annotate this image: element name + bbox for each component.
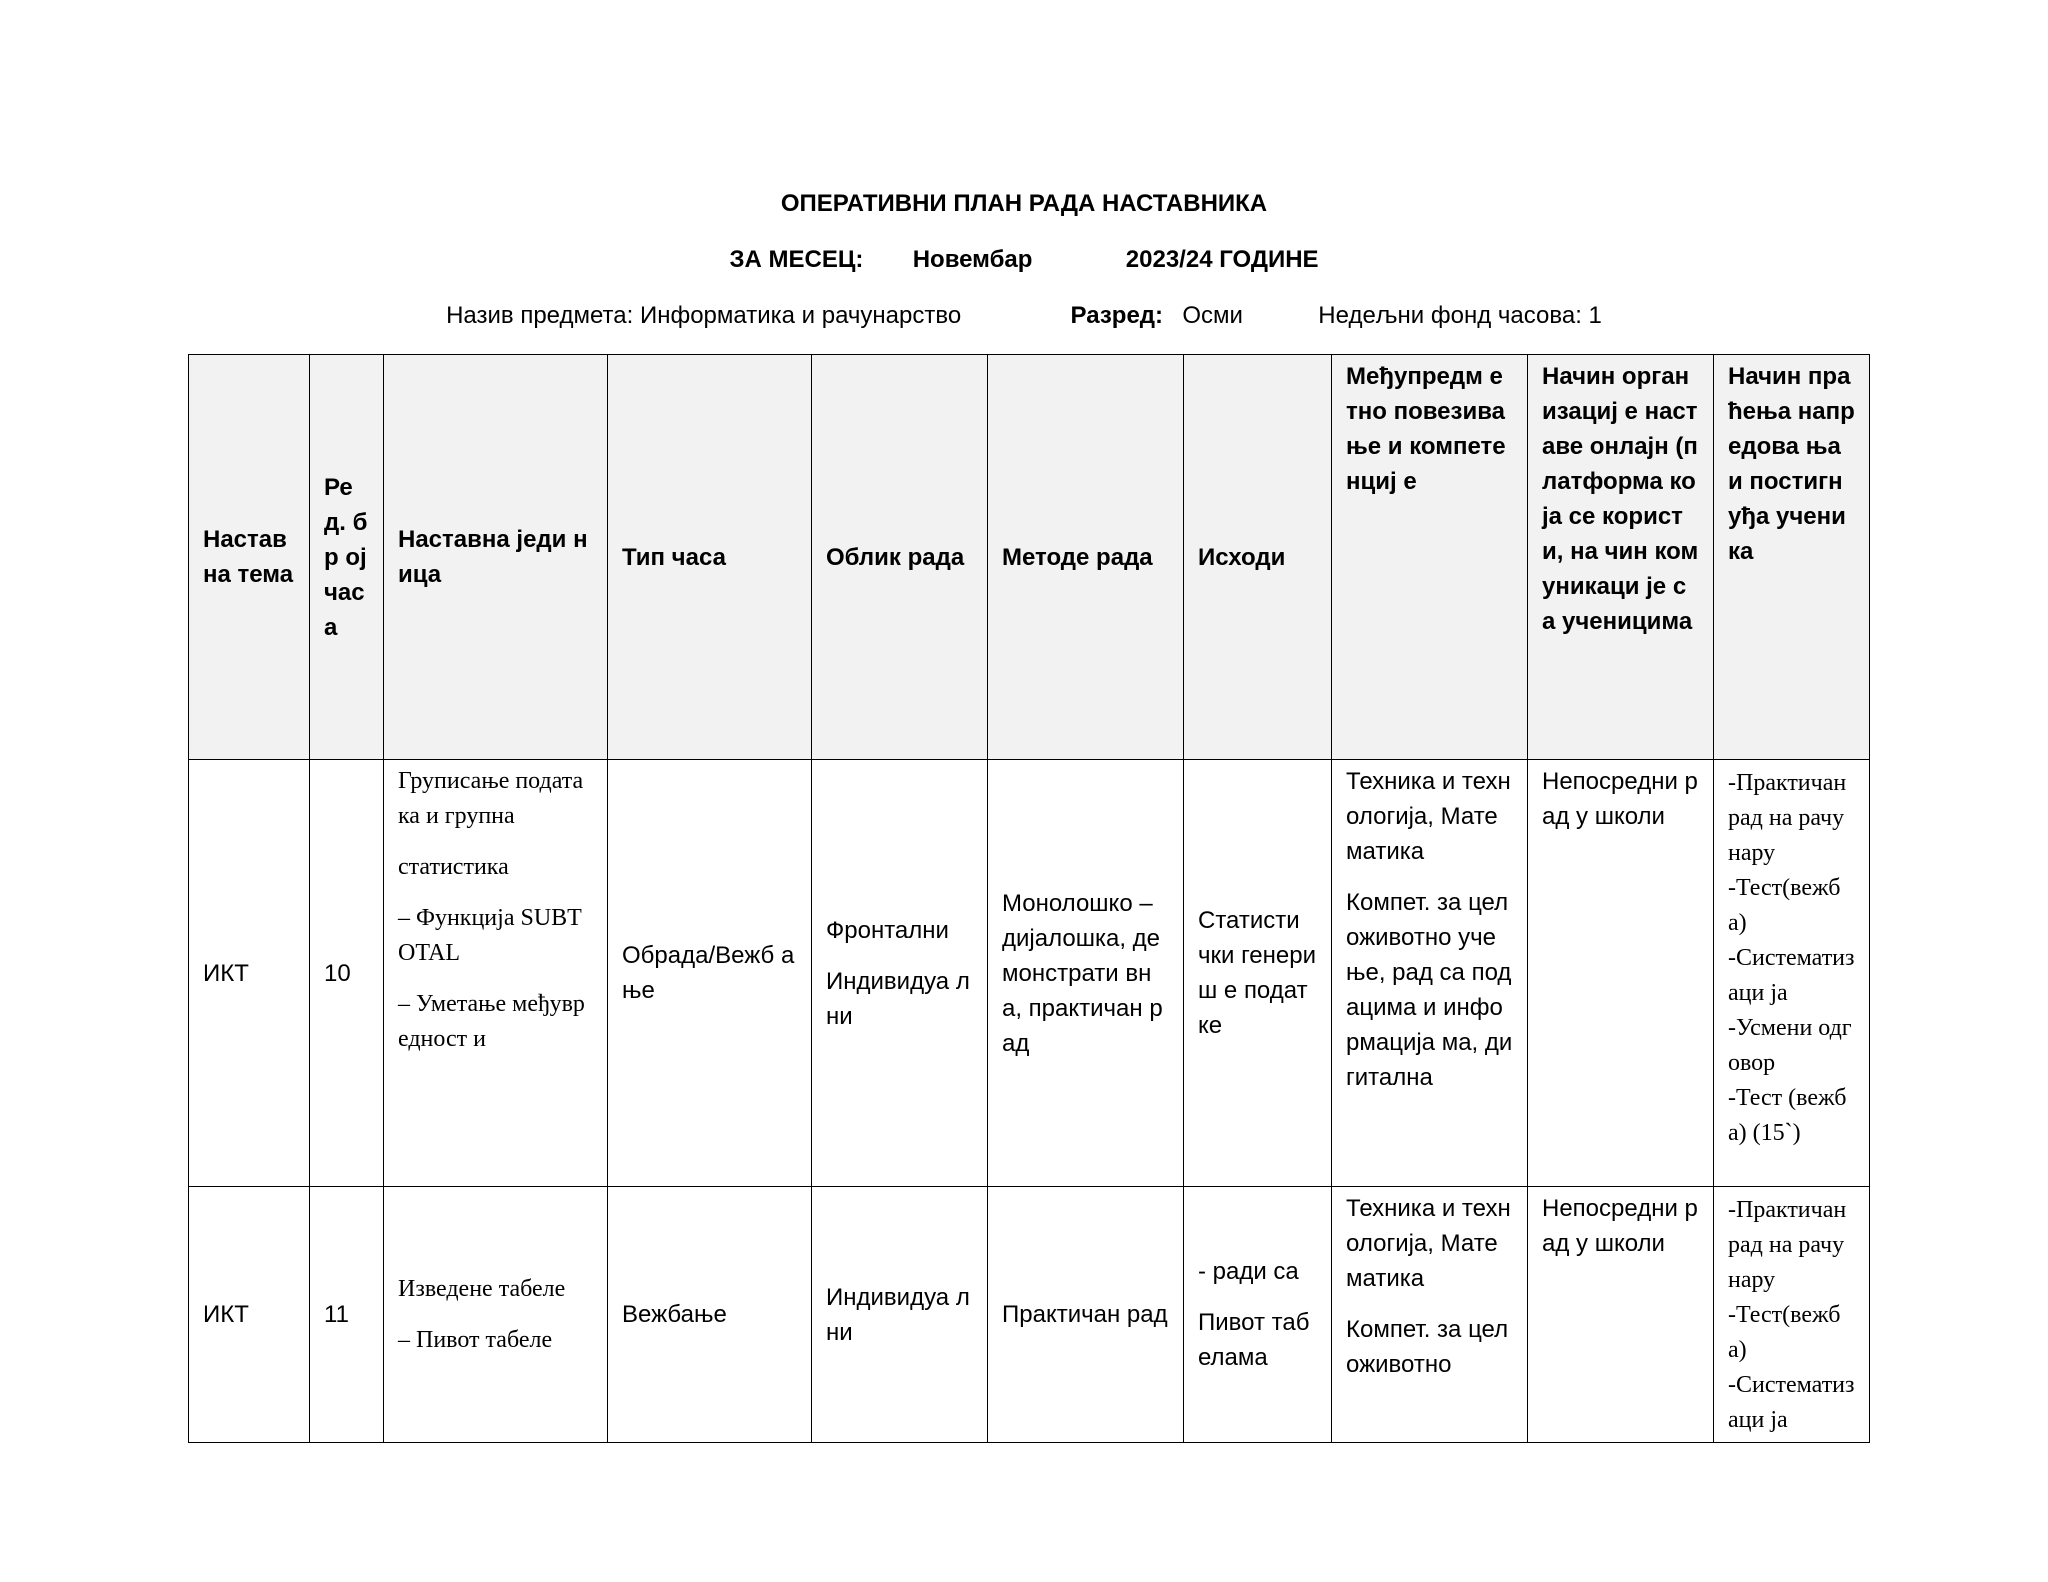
col-header-methods: Методе рада: [988, 355, 1184, 760]
cell-cross-curricular: [1332, 1187, 1528, 1443]
page-title: ОПЕРАТИВНИ ПЛАН РАДА НАСТАВНИКА: [780, 190, 1268, 217]
cell-form: [812, 760, 988, 1187]
col-header-theme: Настав на тема: [189, 355, 310, 760]
cross-line: Техника и технологија, Математика: [1346, 768, 1511, 865]
cell-form: [812, 1187, 988, 1443]
unit-line: – Функција SUBTOTAL: [398, 905, 582, 966]
outcome-line: - ради са: [1198, 1258, 1299, 1285]
grade-value: Осми: [1182, 302, 1243, 329]
col-header-outcomes: Исходи: [1184, 355, 1332, 760]
cell-methods: Практичан рад: [988, 1187, 1184, 1443]
cell-tracking: [1714, 1187, 1870, 1443]
col-header-number: Ре д. бр ој час а: [310, 355, 384, 760]
subject-label: Назив предмета: Информатика и рачунарство: [446, 302, 962, 329]
tracking-line: -Систематизаци ја: [1728, 945, 1855, 1006]
cell-online: Непосредни рад у школи: [1528, 760, 1714, 1187]
cell-type: Обрада/Вежб ање: [608, 760, 812, 1187]
unit-line: – Пивот табеле: [398, 1326, 553, 1353]
outcome-line: Пивот табелама: [1198, 1309, 1310, 1371]
table-row: [189, 1187, 1870, 1443]
form-line: Индивидуа лни: [826, 967, 970, 1030]
table-row: [189, 760, 1870, 1187]
cell-theme: ИКТ: [189, 1187, 310, 1443]
unit-line: – Уметање међувредност и: [398, 991, 585, 1052]
weekly-hours: Недељни фонд часова: 1: [1318, 302, 1602, 329]
cell-theme: ИКТ: [189, 760, 310, 1187]
col-header-online: Начин организациј е наставе онлајн (платформа која се користи, на чин комуникаци је са ученицима: [1528, 355, 1714, 760]
form-line: Индивидуа лни: [826, 1283, 970, 1346]
col-header-form: Облик рада: [812, 355, 988, 760]
cell-number: 10: [310, 760, 384, 1187]
month-label: ЗА МЕСЕЦ:: [729, 246, 864, 273]
unit-line: статистика: [398, 854, 509, 880]
col-header-type: Тип часа: [608, 355, 812, 760]
tracking-line: -Тест(вежба): [1728, 1302, 1841, 1363]
cell-tracking: [1714, 760, 1870, 1187]
cell-unit: [384, 1187, 608, 1443]
cell-type: Вежбање: [608, 1187, 812, 1443]
cell-number: 11: [310, 1187, 384, 1443]
col-header-tracking: Начин праћења напредова ња и постигн уђа ученика: [1714, 355, 1870, 760]
month-value: Новембар: [912, 246, 1033, 273]
cell-unit: [384, 760, 608, 1187]
plan-table: [188, 354, 1870, 1443]
unit-line: Изведене табеле: [398, 1275, 566, 1302]
cell-cross-curricular: [1332, 760, 1528, 1187]
unit-line: Груписање података и групна: [398, 768, 584, 829]
cell-outcomes: [1184, 1187, 1332, 1443]
tracking-line: -Практичан рад на рачунару: [1728, 770, 1847, 866]
grade-label: Разред:: [1070, 302, 1164, 329]
form-line: Фронтални: [826, 916, 949, 944]
tracking-line: -Тест (вежба) (15`): [1728, 1085, 1847, 1146]
tracking-line: -Тест(вежба): [1728, 875, 1841, 936]
cross-line: Компет. за целоживотно учење, рад са подацима и информација ма, дигитална: [1346, 889, 1513, 1091]
cell-online: Непосредни рад у школи: [1528, 1187, 1714, 1443]
subject-line: [0, 302, 2048, 330]
col-header-unit: Наставна једи ница: [384, 355, 608, 760]
cell-methods: Монолошко – дијалошка, демонстрати вна, практичан рад: [988, 760, 1184, 1187]
month-line: [0, 246, 2048, 274]
cell-outcomes: Статисти чки генериш е податке: [1184, 760, 1332, 1187]
tracking-line: -Практичан рад на рачунару: [1728, 1197, 1847, 1293]
cross-line: Компет. за целоживотно: [1346, 1316, 1509, 1378]
tracking-line: -Усмени одговор: [1728, 1015, 1852, 1076]
cross-line: Техника и технологија, Математика: [1346, 1195, 1511, 1292]
school-year: 2023/24 ГОДИНЕ: [1125, 246, 1319, 273]
header-row: [189, 355, 1870, 760]
col-header-cross-curricular: Међупредм етно повезивање и компетенциј е: [1332, 355, 1528, 760]
tracking-line: -Систематизаци ја: [1728, 1372, 1855, 1433]
